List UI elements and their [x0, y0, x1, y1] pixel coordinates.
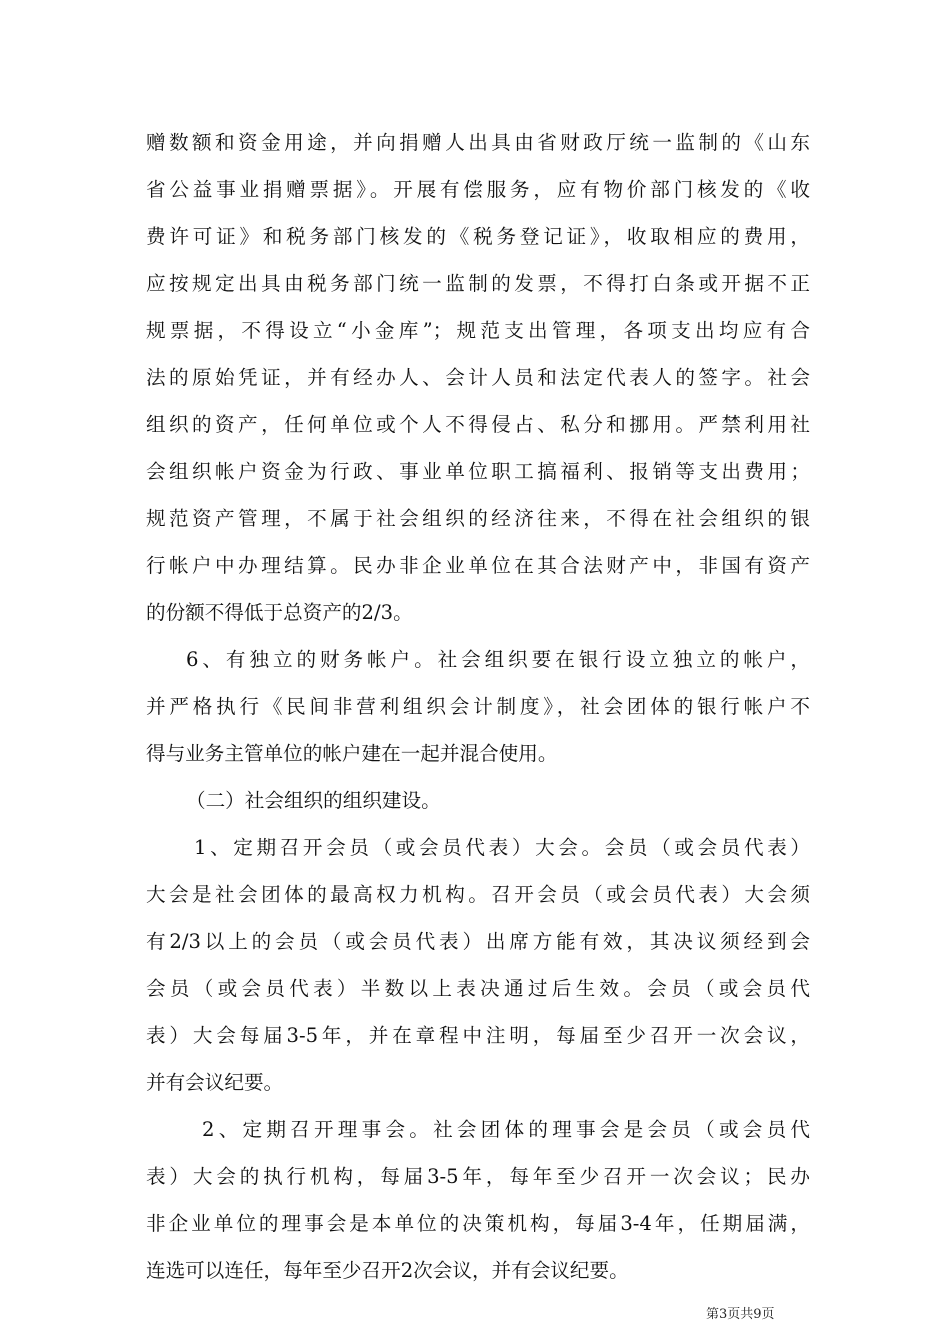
- text-line-12: 6、有独立的财务帐户。社会组织要在银行设立独立的帐户，: [186, 648, 810, 671]
- text-line-19: 会员（或会员代表）半数以上表决通过后生效。会员（或会员代: [146, 977, 810, 1000]
- text-line-9: 规范资产管理，不属于社会组织的经济往来，不得在社会组织的银: [146, 507, 810, 530]
- text-line-23: 表）大会的执行机构，每届3-5年，每年至少召开一次会议；民办: [146, 1165, 810, 1188]
- text-line-1: 赠数额和资金用途，并向捐赠人出具由省财政厅统一监制的《山东: [146, 131, 810, 154]
- text-line-8: 会组织帐户资金为行政、事业单位职工搞福利、报销等支出费用；: [146, 460, 810, 483]
- section-heading: （二）社会组织的组织建设。: [186, 789, 441, 812]
- text-line-13: 并严格执行《民间非营利组织会计制度》，社会团体的银行帐户不: [146, 695, 810, 718]
- text-line-20: 表）大会每届3-5年，并在章程中注明，每届至少召开一次会议，: [146, 1024, 810, 1047]
- text-line-17: 大会是社会团体的最高权力机构。召开会员（或会员代表）大会须: [146, 883, 810, 906]
- page-number: 第3页共9页: [706, 1307, 775, 1322]
- text-line-7: 组织的资产，任何单位或个人不得侵占、私分和挪用。严禁利用社: [146, 413, 810, 436]
- text-line-3: 费许可证》和税务部门核发的《税务登记证》，收取相应的费用，: [146, 225, 810, 248]
- text-line-16: 1、定期召开会员（或会员代表）大会。会员（或会员代表）: [194, 836, 810, 859]
- text-line-25: 连选可以连任，每年至少召开2次会议，并有会议纪要。: [146, 1259, 629, 1282]
- text-line-5: 规票据，不得设立“小金库”；规范支出管理，各项支出均应有合: [146, 319, 810, 342]
- text-line-18: 有2/3以上的会员（或会员代表）出席方能有效，其决议须经到会: [146, 930, 810, 953]
- text-line-6: 法的原始凭证，并有经办人、会计人员和法定代表人的签字。社会: [146, 366, 810, 389]
- text-line-4: 应按规定出具由税务部门统一监制的发票，不得打白条或开据不正: [146, 272, 810, 295]
- text-line-24: 非企业单位的理事会是本单位的决策机构，每届3-4年，任期届满，: [146, 1212, 810, 1235]
- text-line-14: 得与业务主管单位的帐户建在一起并混合使用。: [146, 742, 558, 765]
- text-line-21: 并有会议纪要。: [146, 1071, 284, 1094]
- text-line-11: 的份额不得低于总资产的2/3。: [146, 601, 413, 624]
- text-line-2: 省公益事业捐赠票据》。开展有偿服务，应有物价部门核发的《收: [146, 178, 810, 201]
- text-line-22: 2、定期召开理事会。社会团体的理事会是会员（或会员代: [202, 1118, 810, 1141]
- text-line-10: 行帐户中办理结算。民办非企业单位在其合法财产中，非国有资产: [146, 554, 810, 577]
